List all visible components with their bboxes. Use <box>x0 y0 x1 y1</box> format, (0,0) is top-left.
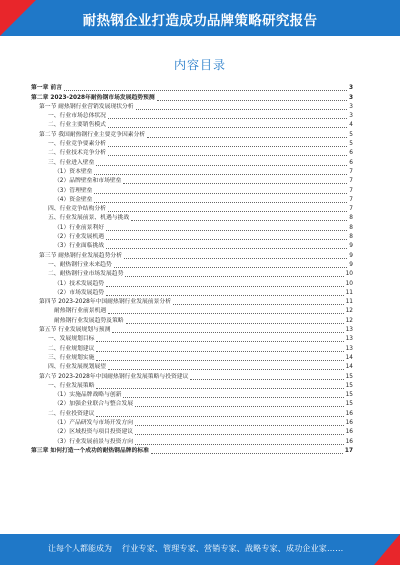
toc-entry-title: （1）产品研发与市场开发方向 <box>54 419 134 426</box>
toc-entry-page: 3 <box>348 85 353 92</box>
toc-entry[interactable] <box>31 447 353 456</box>
toc-leader-dots <box>106 248 347 249</box>
toc-entry-page: 13 <box>345 327 353 334</box>
toc-entry-page: 3 <box>348 94 353 101</box>
toc-entry-title: （2）品牌壁垒和市场壁垒 <box>54 178 122 185</box>
toc-leader-dots <box>135 425 344 426</box>
toc-entry-title: 二、耐热钢行业市场发展趋势 <box>48 271 124 278</box>
toc-leader-dots <box>126 323 344 324</box>
toc-entry-page: 4 <box>349 122 353 129</box>
toc-entry[interactable] <box>31 223 353 232</box>
toc-leader-dots <box>96 360 343 361</box>
header-banner <box>0 0 400 36</box>
toc-entry-title: 第一节 耐热钢行业营销发展现状分析 <box>39 103 134 110</box>
toc-entry[interactable] <box>31 326 353 335</box>
toc-entry[interactable] <box>31 419 353 428</box>
toc-entry-page: 7 <box>349 196 353 203</box>
toc-entry[interactable] <box>31 242 353 251</box>
toc-entry-title: 二、行业主要销售模式 <box>48 122 106 129</box>
toc-entry-page: 3 <box>349 103 353 110</box>
toc-entry[interactable] <box>31 261 353 270</box>
toc-entry[interactable] <box>31 103 353 112</box>
toc-entry[interactable] <box>31 196 353 205</box>
toc-entry-title: （2）行业发展机遇 <box>54 234 105 241</box>
toc-entry-page: 16 <box>345 429 353 436</box>
toc-entry-page: 14 <box>345 354 353 361</box>
toc-entry-page: 7 <box>349 168 353 175</box>
toc-leader-dots <box>94 174 347 175</box>
toc-entry-page: 11 <box>345 289 353 296</box>
toc-entry[interactable] <box>31 428 353 437</box>
toc-entry[interactable] <box>31 140 353 149</box>
toc-entry[interactable] <box>31 158 353 167</box>
toc-entry-page: 7 <box>349 187 353 194</box>
toc-entry-page: 5 <box>349 141 353 148</box>
toc-entry-page: 6 <box>349 159 353 166</box>
toc-leader-dots <box>108 146 347 147</box>
toc-leader-dots <box>108 369 344 370</box>
toc-entry[interactable] <box>31 400 353 409</box>
toc-entry-page: 16 <box>345 438 353 445</box>
toc-entry[interactable] <box>31 316 353 325</box>
toc-entry-title: （3）行业面临挑战 <box>54 243 105 250</box>
toc-leader-dots <box>106 239 347 240</box>
toc-entry-title: 二、行业技术竞争分析 <box>48 150 106 157</box>
toc-entry-page: 14 <box>345 364 353 371</box>
toc-entry[interactable] <box>31 93 353 102</box>
toc-leader-dots <box>123 183 347 184</box>
toc-entry[interactable] <box>31 335 353 344</box>
document-title: 耐热钢企业打造成功品牌策略研究报告 <box>82 13 318 29</box>
toc-entry-title: 三、行业规划实施 <box>48 354 95 361</box>
toc-leader-dots <box>108 127 347 128</box>
toc-entry-page: 6 <box>349 150 353 157</box>
toc-entry-page: 15 <box>345 392 353 399</box>
toc-heading: 内容目录 <box>173 58 226 72</box>
toc-entry-title: 一、行业竞争要素分析 <box>48 141 106 148</box>
toc-entry-page: 12 <box>345 308 353 315</box>
toc-entry[interactable] <box>31 289 353 298</box>
toc-entry-title: （1）行业前景利好 <box>54 224 105 231</box>
toc-entry-page: 10 <box>345 280 353 287</box>
toc-entry-title: 五、行业发展前景、机遇与挑战 <box>48 215 130 222</box>
toc-entry[interactable] <box>31 121 353 130</box>
toc-entry-title: （1）实施品牌战略与创新 <box>54 392 122 399</box>
toc-entry-title: 一、耐热钢行业未来趋势 <box>48 261 112 268</box>
toc-entry[interactable] <box>31 251 353 260</box>
toc-entry-page: 12 <box>345 317 353 324</box>
toc-entry-page: 15 <box>345 401 353 408</box>
toc-leader-dots <box>124 258 347 259</box>
toc-entry-title: 第三节 耐热钢行业发展趋势分析 <box>39 252 122 259</box>
toc-leader-dots <box>131 220 347 221</box>
toc-leader-dots <box>94 193 347 194</box>
toc-entry-title: 四、行业发展规划展望 <box>48 364 106 371</box>
toc-entry[interactable] <box>31 214 353 223</box>
toc-leader-dots <box>147 137 347 138</box>
toc-entry[interactable] <box>31 233 353 242</box>
toc-leader-dots <box>112 332 343 333</box>
toc-entry-page: 16 <box>345 419 353 426</box>
toc-leader-dots <box>108 211 347 212</box>
toc-entry-page: 9 <box>349 261 353 268</box>
toc-leader-dots <box>108 155 347 156</box>
toc-entry-page: 13 <box>345 345 353 352</box>
toc-entry[interactable] <box>31 177 353 186</box>
toc-entry-title: 第二章 2023-2028年耐热钢市场发展趋势预测 <box>31 94 155 101</box>
toc-leader-dots <box>106 230 347 231</box>
toc-entry[interactable] <box>31 186 353 195</box>
toc-leader-dots <box>64 90 347 91</box>
toc-leader-dots <box>106 295 344 296</box>
toc-leader-dots <box>190 379 343 380</box>
toc-entry[interactable] <box>31 298 353 307</box>
toc-leader-dots <box>96 165 347 166</box>
toc-leader-dots <box>125 276 343 277</box>
toc-entry-title: 二、行业投资建议 <box>48 410 95 417</box>
toc-entry-page: 7 <box>349 178 353 185</box>
toc-leader-dots <box>123 397 343 398</box>
toc-entry-title: 第一章 前言 <box>31 85 63 92</box>
footer-slogan: 让每个人都能成为 <box>48 544 112 553</box>
toc-leader-dots <box>108 313 343 314</box>
toc-entry-title: 第六节 2023-2028年中国耐热钢行业发展策略与投资建议 <box>39 373 189 380</box>
toc-leader-dots <box>96 351 343 352</box>
toc-entry-page: 16 <box>345 410 353 417</box>
toc-leader-dots <box>106 286 344 287</box>
toc-entry-page: 15 <box>345 373 353 380</box>
toc-entry-title: 耐热钢行业前景机遇 <box>54 308 107 315</box>
toc-entry-page: 13 <box>345 336 353 343</box>
toc-entry-title: 第二节 我国耐热钢行业主要竞争因素分析 <box>39 131 146 138</box>
toc-entry-title: （3）管理壁垒 <box>54 187 93 194</box>
toc-entry[interactable] <box>31 130 353 139</box>
toc-entry[interactable] <box>31 391 353 400</box>
toc-leader-dots <box>173 304 344 305</box>
toc-entry[interactable] <box>31 168 353 177</box>
toc-entry[interactable] <box>31 354 353 363</box>
toc-entry-title: （2）区域投资与项目投资建议 <box>54 429 134 436</box>
toc-entry[interactable] <box>31 307 353 316</box>
toc-entry-title: （2）市场发展趋势 <box>54 289 105 296</box>
toc-entry-page: 10 <box>345 271 353 278</box>
toc-entry-title: 三、行业进入壁垒 <box>48 159 95 166</box>
toc-leader-dots <box>151 453 343 454</box>
toc-entry-title: （1）资本壁垒 <box>54 168 93 175</box>
toc-entry-title: 第三章 如何打造一个成功的耐热钢品牌的标准 <box>31 447 149 454</box>
footer-banner <box>0 534 400 565</box>
toc-leader-dots <box>96 341 343 342</box>
toc-leader-dots <box>136 109 348 110</box>
toc-entry-page: 5 <box>349 131 353 138</box>
toc-entry[interactable] <box>31 344 353 353</box>
toc-leader-dots <box>96 388 343 389</box>
toc-entry[interactable] <box>31 84 353 93</box>
toc-entry-page: 11 <box>345 299 353 306</box>
toc-leader-dots <box>135 406 344 407</box>
toc-entry-page: 9 <box>349 252 353 259</box>
toc-leader-dots <box>94 202 347 203</box>
toc-entry-title: （1）技术发展趋势 <box>54 280 105 287</box>
toc-entry[interactable] <box>31 279 353 288</box>
toc-leader-dots <box>108 118 347 119</box>
toc-leader-dots <box>96 416 343 417</box>
toc-entry[interactable] <box>31 382 353 391</box>
toc-entry-page: 9 <box>349 243 353 250</box>
toc-entry-page: 8 <box>349 234 353 241</box>
toc-entry[interactable] <box>31 437 353 446</box>
toc-entry-title: 耐热钢行业发展趋势及策略 <box>54 317 124 324</box>
toc-entry-title: 一、行业市场总体状况 <box>48 113 106 120</box>
toc-entry-title: 第五节 行业发展规划与预测 <box>39 327 111 334</box>
toc-entry-title: 第四节 2023-2028年中国耐热钢行业发展前景分析 <box>39 299 171 306</box>
toc-entry-title: （3）行业发展前景与投资方向 <box>54 438 134 445</box>
toc-entry-title: （2）加强企业联合与整合发展 <box>54 401 134 408</box>
toc-entry-title: 四、行业竞争结构分析 <box>48 206 106 213</box>
toc-entry-title: 一、发展规划目标 <box>48 336 95 343</box>
toc-entry-page: 15 <box>345 382 353 389</box>
toc-entry-page: 17 <box>344 447 353 454</box>
toc-entry-page: 7 <box>349 206 353 213</box>
toc-entry[interactable] <box>31 409 353 418</box>
toc-entry-page: 3 <box>349 113 353 120</box>
toc-entry[interactable] <box>31 112 353 121</box>
toc-entry[interactable] <box>31 363 353 372</box>
toc-leader-dots <box>114 267 348 268</box>
red-corner-decoration <box>374 534 400 565</box>
footer-tagline: 行业专家、管理专家、营销专家、战略专家、成功企业家…… <box>122 544 344 553</box>
toc-entry-page: 8 <box>349 215 353 222</box>
toc-entry-title: 二、行业规划建议 <box>48 345 95 352</box>
toc-entry-title: （4）资金壁垒 <box>54 196 93 203</box>
toc-entry-title: 一、行业发展策略 <box>48 382 95 389</box>
toc-leader-dots <box>157 100 347 101</box>
toc-entry[interactable] <box>31 270 353 279</box>
toc-entry-page: 8 <box>349 224 353 231</box>
toc-entry[interactable] <box>31 205 353 214</box>
table-of-contents <box>31 84 353 456</box>
toc-entry[interactable] <box>31 149 353 158</box>
toc-leader-dots <box>135 434 344 435</box>
toc-entry[interactable] <box>31 372 353 381</box>
toc-leader-dots <box>135 444 344 445</box>
